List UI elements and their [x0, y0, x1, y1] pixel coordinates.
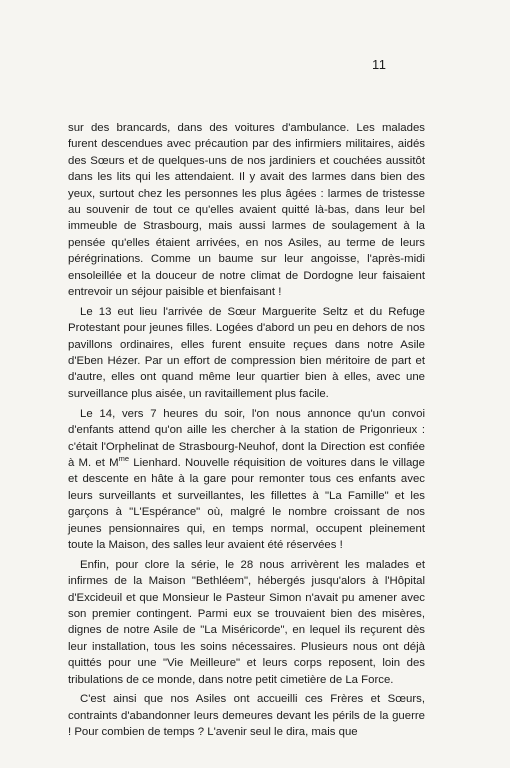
paragraph-3-text-after: Lienhard. Nouvelle réquisition de voitures dans le village et descente en hâte à la gare pour remonter tous ces enfants avec leurs surveillants et surveillantes, les fillettes à "La Famille" et les garçons à "L'Espérance" où, malgré le nombre croissant de nos jeunes pensionnaires qui, en temps normal, occupent pleinement toute la Maison, des salles leur avaient été réservées ! — [68, 456, 425, 551]
page-number: 11 — [372, 57, 387, 72]
superscript-me: me — [118, 454, 130, 464]
paragraph-4: Enfin, pour clore la série, le 28 nous arrivèrent les malades et infirmes de la Maison "Bethléem", hébergés jusqu'alors à l'Hôpital d'Excideuil et que Monsieur le Pasteur Simon n'avait pu amener avec son premier contingent. Parmi eux se trouvaient bien des misères, dignes de notre Asile de "La Miséricorde", en lequel ils reçurent dès leur installation, tous les soins nécessaires. Plusieurs nous ont déjà quittés pour une "Vie Meilleure" et leurs corps reposent, loin des tribulations de ce monde, dans notre petit cimetière de La Force. — [68, 558, 425, 686]
body-text — [68, 120, 425, 744]
paragraph-5: C'est ainsi que nos Asiles ont accueilli ces Frères et Sœurs, contraints d'abandonner leurs demeures devant les périls de la guerre ! Pour combien de temps ? L'avenir seul le dira, mais que — [68, 693, 425, 739]
paragraph-3 — [68, 406, 425, 554]
paragraph-2: Le 13 eut lieu l'arrivée de Sœur Marguerite Seltz et du Refuge Protestant pour jeunes filles. Logées d'abord un peu en dehors de nos pavillons ordinaires, elles furent ensuite reçues dans notre Asile d'Eben Hézer. Par un effort de compression bien méritoire de part et d'autre, elles ont quand même leur quartier bien à elles, avec une surveillance plus aisée, un ravitaillement plus facile. — [68, 305, 425, 400]
paragraph-1: sur des brancards, dans des voitures d'ambulance. Les malades furent descendues avec précaution par des infirmiers militaires, aidés des Sœurs et de quelques-uns de nos jardiniers et couchées aussitôt dans les lits qui les attendaient. Il y avait des larmes dans bien des yeux, surtout chez les personnes les plus âgées : larmes de tristesse au souvenir de tout ce qu'elles avaient quitté là-bas, dans leur bel immeuble de Strasbourg, mais aussi larmes de soulagement à la pensée qu'elles étaient arrivées, en nos Asiles, au terme de leurs pérégrinations. Comme un baume sur leur angoisse, l'après-midi ensoleillée et la douceur de notre climat de Dordogne leur faisaient entrevoir un séjour paisible et bienfaisant ! — [68, 122, 425, 299]
paragraph-3-text-before: Le 14, vers 7 heures du soir, l'on nous annonce qu'un convoi d'enfants attend qu'on aille les chercher à la station de Prigonrieux : c'était l'Orphelinat de Strasbourg-Neuhof, dont la Direction est confiée à M. et M — [68, 407, 425, 469]
